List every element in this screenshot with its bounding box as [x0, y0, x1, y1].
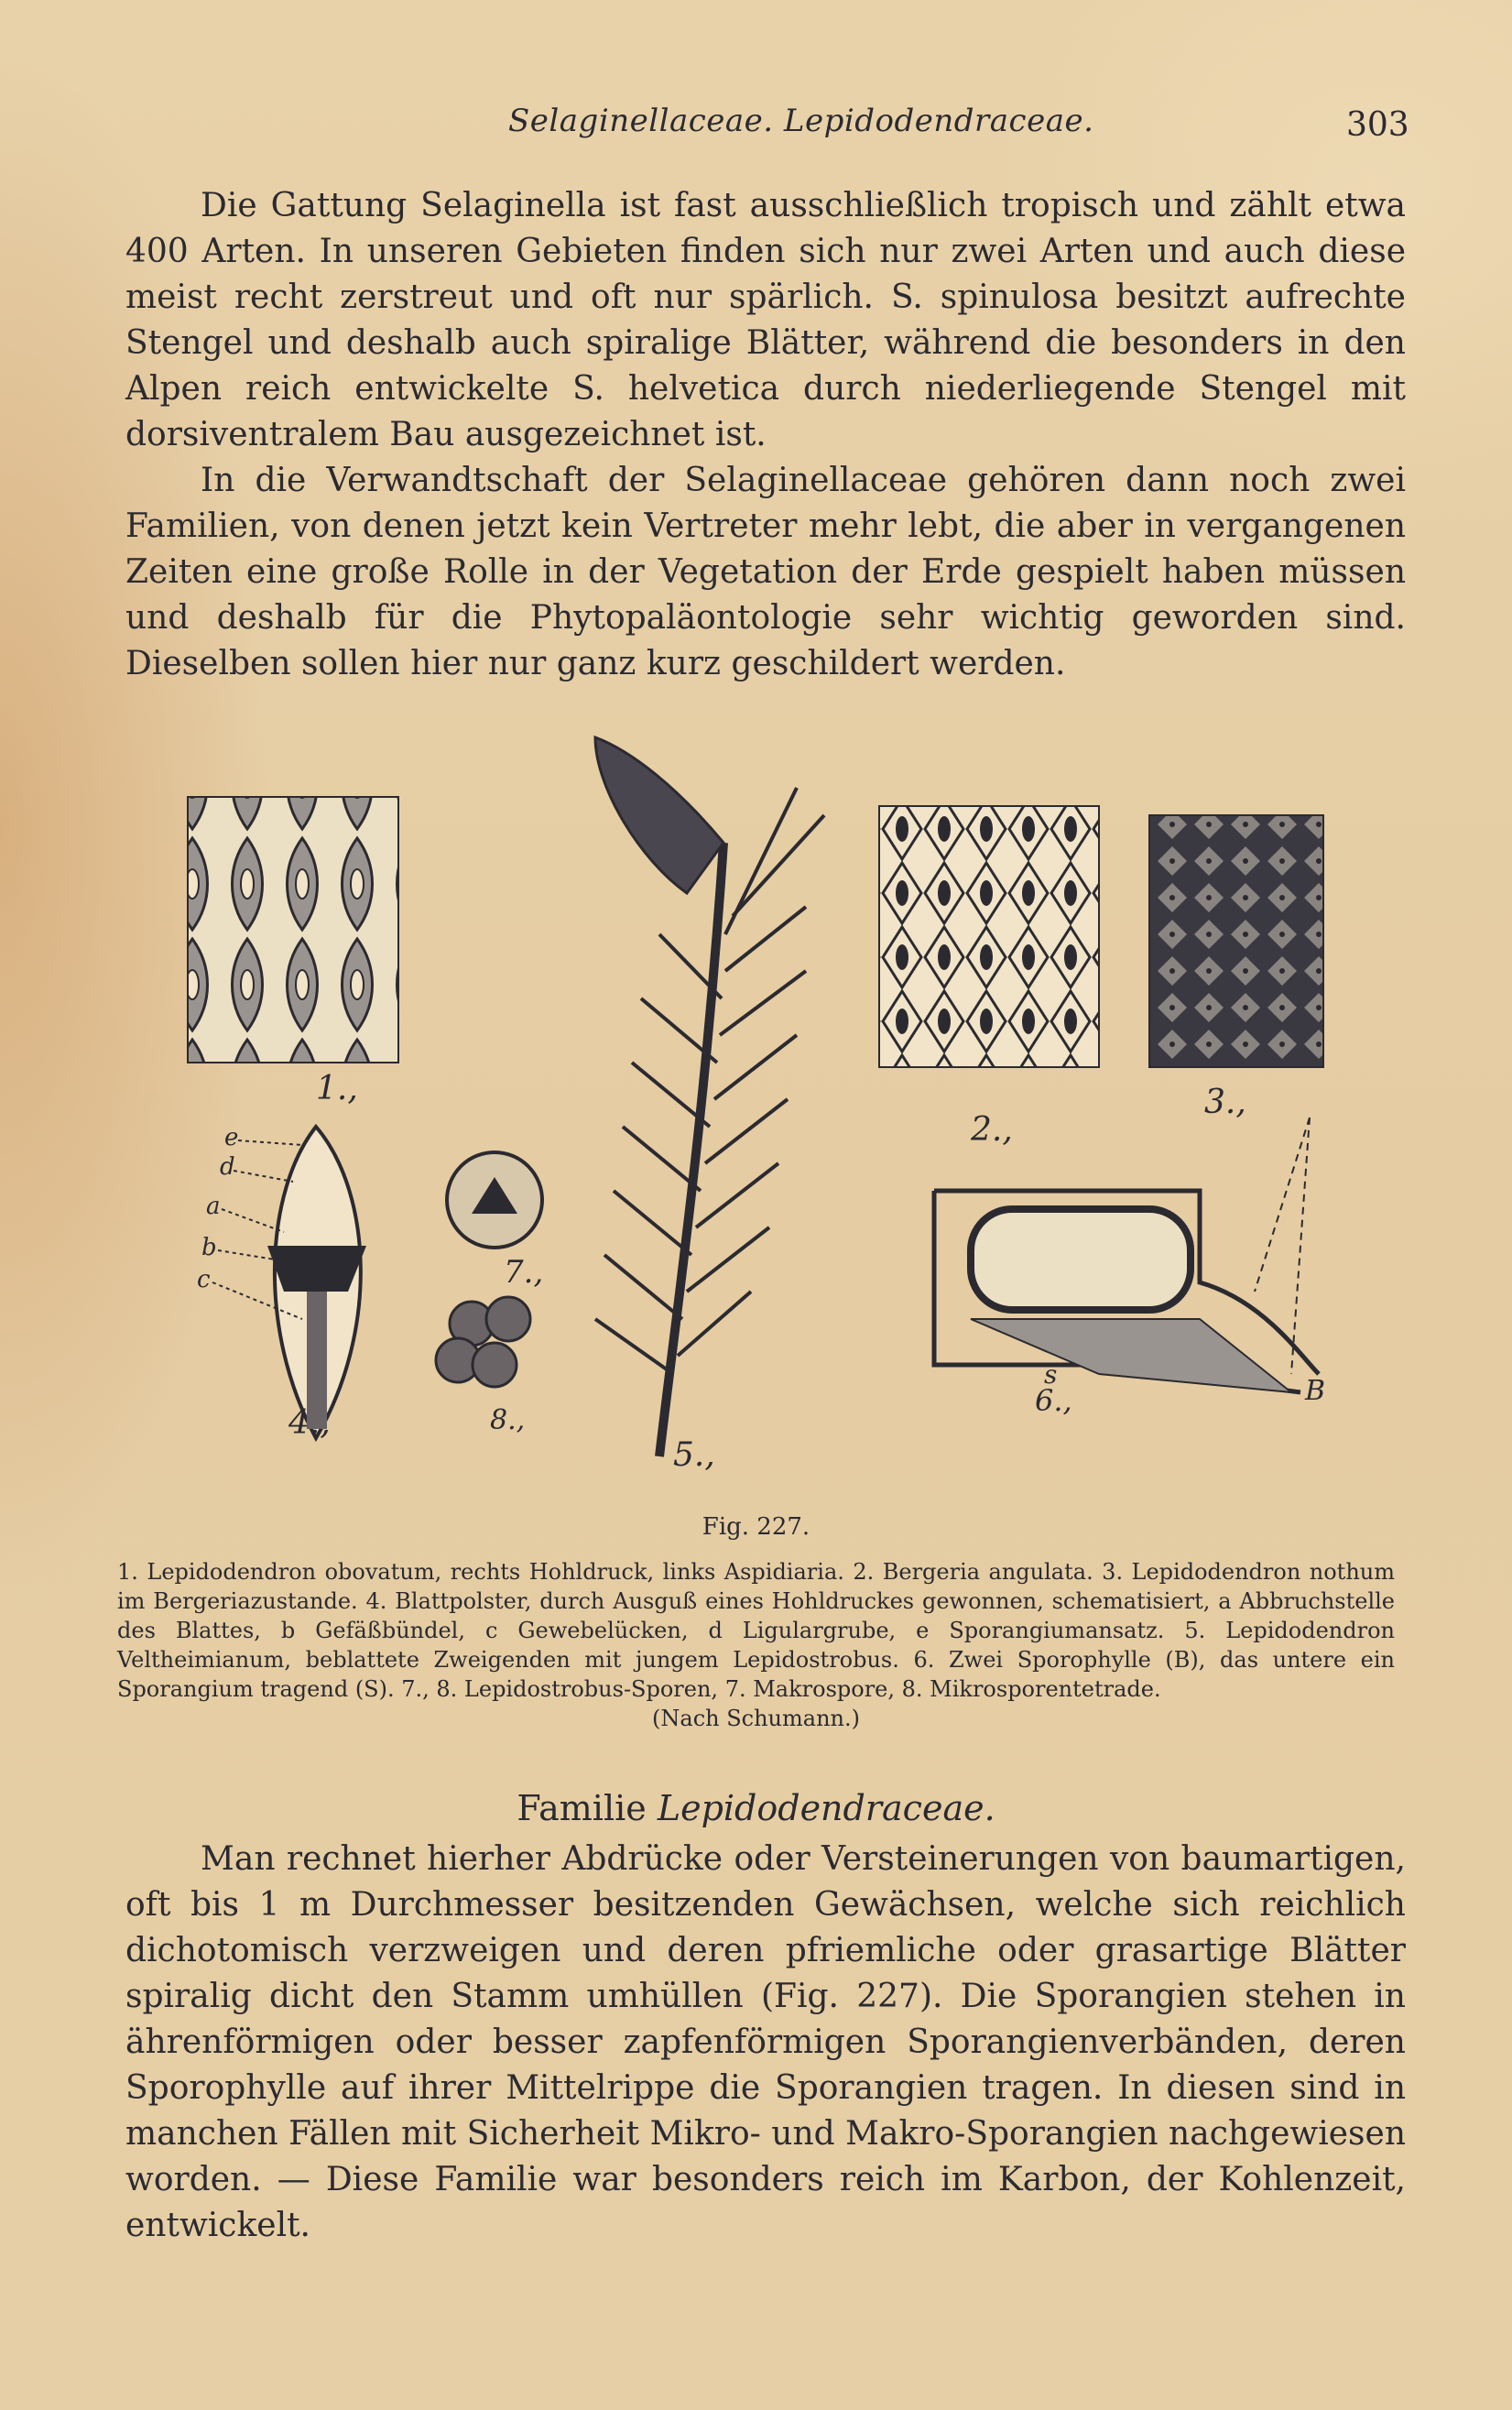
panel-3-label: 3., — [1204, 1084, 1246, 1121]
panel-3-lepidodendron-nothum — [1149, 815, 1323, 1121]
panel-8-label: 8., — [490, 1404, 526, 1436]
family-heading — [0, 1788, 1512, 1828]
paragraph-lepidodendraceae-text: Man rechnet hierher Abdrücke oder Versteinerungen von baumartigen, oft bis 1 m Durchmesser besitzenden Gewächsen, welche sich reichlich dichotomisch verzweigen und deren pfriemliche oder grasartige Blätter spiralig dicht den Stamm umhüllen (Fig. 227). Die Sporangien stehen in ährenförmigen oder besser zapfenförmigen Sporangienverbänden, deren Sporophylle auf ihrer Mittelrippe die Sporangien tragen. In diesen sind in manchen Fällen mit Sicherheit Mikro- und Makro-Sporangien nachgewiesen worden. — Diese Familie war besonders reich im Karbon, der Kohlenzeit, entwickelt. — [125, 1840, 1406, 2244]
figure-227-illustration — [165, 733, 1383, 1502]
label-B: B — [1305, 1375, 1326, 1407]
paragraph-lepidodendraceae — [125, 1837, 1406, 2249]
panel-5-lepidodendron-branch — [595, 737, 824, 1474]
family-heading-prefix: Familie — [517, 1788, 647, 1828]
page-number: 303 — [1346, 106, 1409, 144]
panel-7-macrospore — [447, 1152, 543, 1291]
panel-2-bergeria-angulata — [879, 806, 1099, 1149]
label-a: a — [206, 1193, 221, 1220]
panel-1-lepidodendron-obovatum — [188, 797, 398, 1107]
label-b: b — [201, 1234, 217, 1261]
label-s: s — [1044, 1359, 1058, 1390]
figure-caption-text: 1. Lepidodendron obovatum, rechts Hohldruck, links Aspidiaria. 2. Bergeria angulata. 3. Lepidodendron nothum im Bergeriazustande. 4. Blattpolster, durch Ausguß eines Hohldruckes gewonnen, schematisiert, a Abbruchstelle des Blattes, b Gefäßbündel, c Gewebelücken, d Ligulargrube, e Sporangiumansatz. 5. Lepidodendron Veltheimianum, beblattete Zweigenden mit jungem Lepidostrobus. 6. Zwei Sporophylle (B), das untere ein Sporangium tragend (S). 7., 8. Lepidostrobus-Sporen, 7. Makrospore, 8. Mikrosporentetrade. — [117, 1559, 1395, 1702]
panel-2-label: 2., — [971, 1111, 1013, 1149]
panel-4-label: 4., — [288, 1404, 331, 1442]
figure-illustration-svg — [165, 733, 1383, 1502]
panel-7-label: 7., — [504, 1254, 544, 1291]
panel-4-leaf-cushion — [197, 1124, 366, 1442]
paragraph-selaginella — [125, 183, 1406, 458]
running-head: Selaginellaceae. Lepidodendraceae. — [508, 103, 1094, 139]
panel-5-label: 5., — [673, 1436, 715, 1474]
label-e: e — [224, 1124, 239, 1151]
label-c: c — [197, 1266, 211, 1293]
figure-caption-source: (Nach Schumann.) — [652, 1706, 860, 1731]
panel-6-sporophylls — [934, 1118, 1325, 1418]
panel-8-microspore-tetrad — [436, 1297, 530, 1436]
panel-1-label: 1., — [316, 1070, 358, 1107]
label-d: d — [220, 1153, 235, 1181]
figure-caption — [117, 1557, 1395, 1733]
paragraph-selaginella-text: Die Gattung Selaginella ist fast ausschließlich tropisch und zählt etwa 400 Arten. In unseren Gebieten finden sich nur zwei Arten und auch diese meist recht zerstreut und oft nur spärlich. S. spinulosa besitzt aufrechte Stengel und deshalb auch spiralige Blätter, während die besonders in den Alpen reich entwickelte S. helvetica durch niederliegende Stengel mit dorsiventralem Bau ausgezeichnet ist. — [125, 187, 1406, 453]
family-heading-name: Lepidodendraceae. — [657, 1788, 995, 1828]
figure-label: Fig. 227. — [702, 1513, 810, 1541]
paragraph-relatives — [125, 458, 1406, 687]
paragraph-relatives-text: In die Verwandtschaft der Selaginellaceae gehören dann noch zwei Familien, von denen jetzt kein Vertreter mehr lebt, die aber in vergangenen Zeiten eine große Rolle in der Vegetation der Erde gespielt haben müssen und deshalb für die Phytopaläontologie sehr wichtig geworden sind. Dieselben sollen hier nur ganz kurz geschildert werden. — [125, 462, 1406, 682]
page-header — [0, 103, 1512, 148]
panel-6-label: 6., — [1035, 1383, 1072, 1418]
